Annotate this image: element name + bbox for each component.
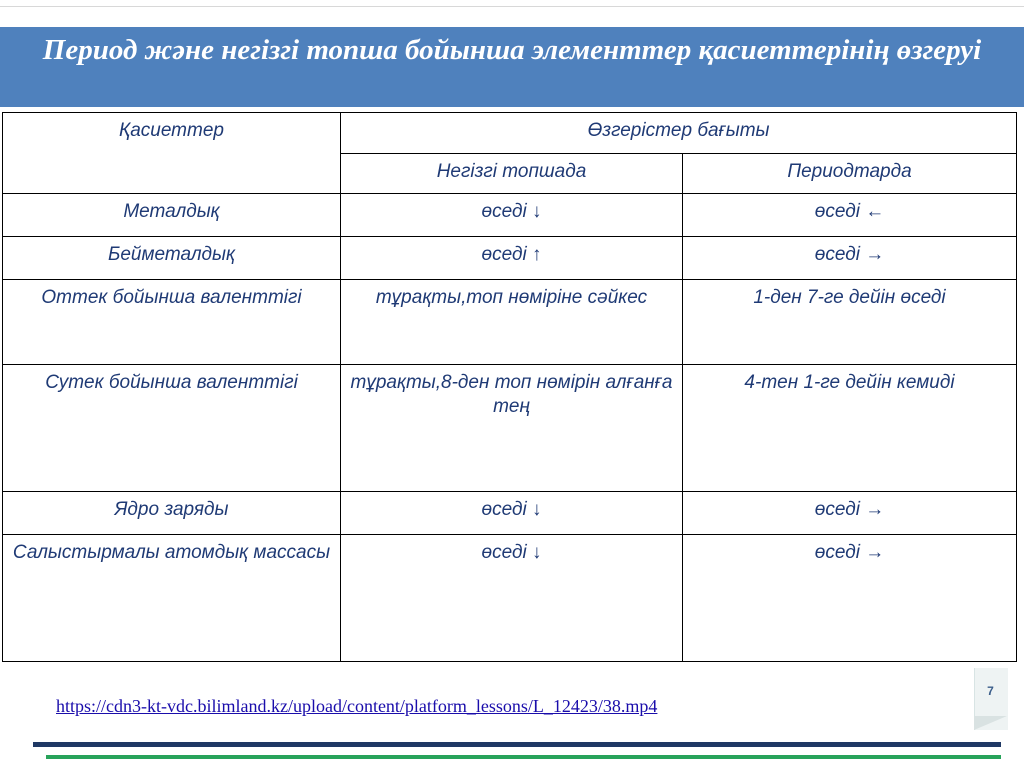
slide-title: Период және негізгі топша бойынша элементтер қасиеттерінің өзгеруі (0, 27, 1024, 107)
header-direction: Өзгерістер бағыты (341, 113, 1017, 154)
row-subgroup-change: тұрақты,8-ден топ нөмірін алғанға тең (341, 365, 683, 492)
footer-rule-blue (33, 742, 1001, 747)
row-period-change: өседі ← (683, 194, 1017, 237)
row-period-change: өседі → (683, 535, 1017, 662)
row-property: Ядро заряды (3, 492, 341, 535)
table-row (3, 280, 1017, 365)
row-period-change: 4-тен 1-ге дейін кемиді (683, 365, 1017, 492)
table-row (3, 365, 1017, 492)
row-period-change: өседі → (683, 492, 1017, 535)
table-row (3, 535, 1017, 662)
footer-rule-green (46, 755, 1001, 759)
header-properties: Қасиеттер (3, 113, 341, 194)
row-property: Металдық (3, 194, 341, 237)
header-period: Периодтарда (683, 153, 1017, 194)
page-number: 7 (987, 684, 994, 698)
row-property: Сутек бойынша валенттігі (3, 365, 341, 492)
row-subgroup-change: өседі ↓ (341, 194, 683, 237)
properties-table (2, 112, 1017, 662)
table-row (3, 492, 1017, 535)
row-property: Оттек бойынша валенттігі (3, 280, 341, 365)
row-period-change: 1-ден 7-ге дейін өседі (683, 280, 1017, 365)
table-row (3, 194, 1017, 237)
row-period-change: өседі → (683, 237, 1017, 280)
top-rule (0, 0, 1024, 7)
header-subgroup: Негізгі топшада (341, 153, 683, 194)
page-corner-fold (974, 716, 1007, 730)
table-header-row (3, 113, 1017, 154)
row-subgroup-change: өседі ↓ (341, 492, 683, 535)
video-link[interactable]: https://cdn3-kt-vdc.bilimland.kz/upload/content/platform_lessons/L_12423/38.mp4 (56, 696, 658, 716)
table-row (3, 237, 1017, 280)
row-subgroup-change: тұрақты,топ нөміріне сәйкес (341, 280, 683, 365)
row-property: Салыстырмалы атомдық массасы (3, 535, 341, 662)
row-subgroup-change: өседі ↑ (341, 237, 683, 280)
row-subgroup-change: өседі ↓ (341, 535, 683, 662)
row-property: Бейметалдық (3, 237, 341, 280)
